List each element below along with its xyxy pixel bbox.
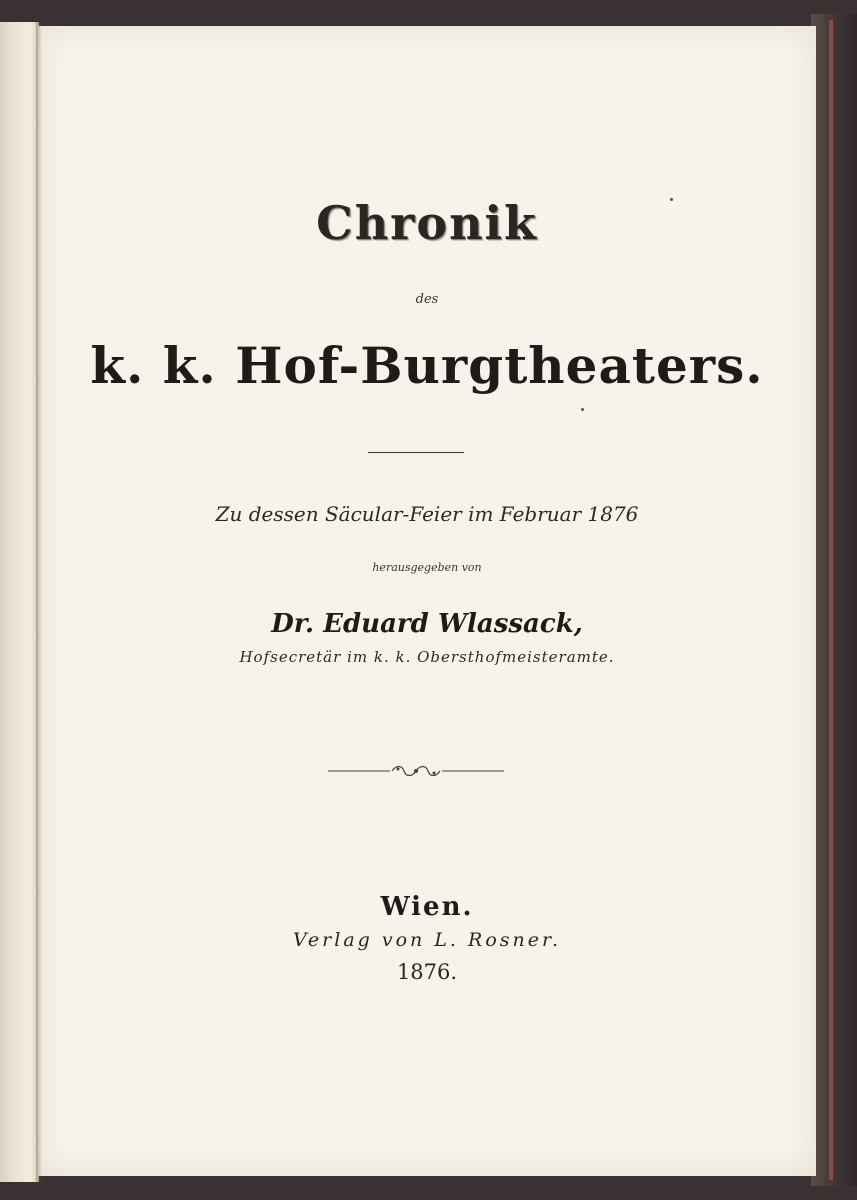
author-position: Hofsecretär im k. k. Obersthofmeisteramte. (239, 648, 615, 666)
left-page-edge (0, 22, 39, 1182)
title-des: des (415, 292, 439, 307)
publisher: Verlag von L. Rosner. (292, 929, 562, 951)
page-edge-red (829, 20, 833, 1180)
ornament-divider-icon (328, 761, 504, 781)
edited-by-label: herausgegeben von (372, 561, 482, 574)
publication-city: Wien. (380, 892, 474, 922)
paper-speck (581, 408, 584, 411)
title-chronik: Chronik (316, 196, 538, 250)
main-title: k. k. Hof-Burgtheaters. (90, 336, 764, 395)
author-name: Dr. Eduard Wlassack, (271, 609, 583, 639)
title-page (38, 26, 816, 1176)
subtitle: Zu dessen Säcular-Feier im Februar 1876 (215, 502, 639, 526)
paper-speck (670, 198, 673, 201)
publication-year: 1876. (396, 960, 458, 984)
book-cover-board (811, 14, 857, 1186)
title-divider-rule (368, 452, 464, 453)
spine-shadow (36, 22, 42, 1182)
